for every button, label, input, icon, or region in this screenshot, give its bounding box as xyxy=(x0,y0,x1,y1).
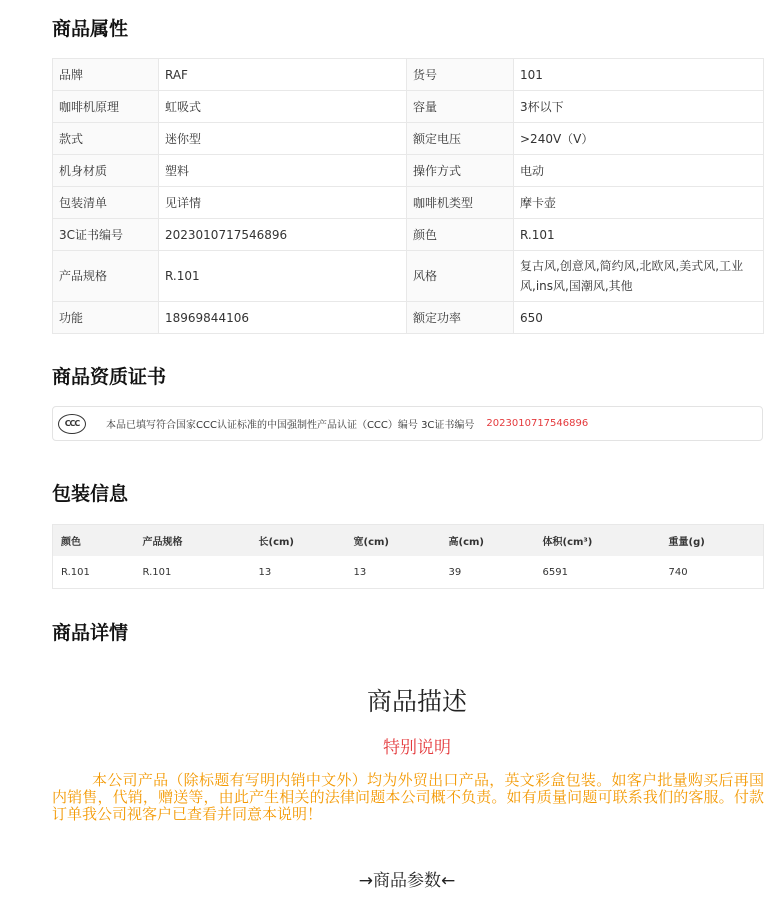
packaging-header: 高(cm) xyxy=(441,525,535,557)
packaging-table xyxy=(52,524,764,589)
attribute-row xyxy=(53,59,764,91)
attribute-value: 电动 xyxy=(514,155,764,187)
attribute-value: R.101 xyxy=(159,251,407,302)
packaging-cell: R.101 xyxy=(135,556,251,589)
attribute-key: 款式 xyxy=(53,123,159,155)
certificate-box xyxy=(52,406,763,441)
attribute-table xyxy=(52,58,764,334)
attribute-key: 操作方式 xyxy=(407,155,514,187)
attribute-value: 2023010717546896 xyxy=(159,219,407,251)
packaging-cell: R.101 xyxy=(53,556,135,589)
packaging-header: 重量(g) xyxy=(661,525,764,557)
attribute-key: 品牌 xyxy=(53,59,159,91)
attribute-key: 咖啡机类型 xyxy=(407,187,514,219)
attribute-value: 18969844106 xyxy=(159,302,407,334)
attribute-value: RAF xyxy=(159,59,407,91)
attribute-row xyxy=(53,91,764,123)
attribute-key: 包装清单 xyxy=(53,187,159,219)
attribute-row xyxy=(53,219,764,251)
section-title-certificate: 商品资质证书 xyxy=(52,366,167,388)
packaging-header: 颜色 xyxy=(53,525,135,557)
attribute-key: 咖啡机原理 xyxy=(53,91,159,123)
attribute-key: 3C证书编号 xyxy=(53,219,159,251)
attribute-value: 复古风,创意风,简约风,北欧风,美式风,工业风,ins风,国潮风,其他 xyxy=(514,251,764,302)
section-title-detail: 商品详情 xyxy=(52,622,129,644)
attribute-value: 虹吸式 xyxy=(159,91,407,123)
attribute-row xyxy=(53,187,764,219)
attribute-value: 摩卡壶 xyxy=(514,187,764,219)
attribute-key: 额定功率 xyxy=(407,302,514,334)
packaging-header: 产品规格 xyxy=(135,525,251,557)
packaging-header: 体积(cm³) xyxy=(535,525,661,557)
attribute-value: 迷你型 xyxy=(159,123,407,155)
attribute-key: 风格 xyxy=(407,251,514,302)
attribute-value: 见详情 xyxy=(159,187,407,219)
attribute-key: 功能 xyxy=(53,302,159,334)
attribute-value: 塑料 xyxy=(159,155,407,187)
ccc-icon: CCC xyxy=(58,414,86,434)
attribute-key: 容量 xyxy=(407,91,514,123)
attribute-key: 产品规格 xyxy=(53,251,159,302)
attribute-key: 颜色 xyxy=(407,219,514,251)
packaging-cell: 39 xyxy=(441,556,535,589)
packaging-cell: 740 xyxy=(661,556,764,589)
attribute-key: 货号 xyxy=(407,59,514,91)
description-title: 商品描述 xyxy=(366,687,467,716)
certificate-number: 2023010717546896 xyxy=(486,418,589,429)
attribute-value: 650 xyxy=(514,302,764,334)
attribute-value: >240V（V） xyxy=(514,123,764,155)
packaging-header: 长(cm) xyxy=(251,525,346,557)
packaging-cell: 13 xyxy=(346,556,441,589)
product-params-title: →商品参数← xyxy=(358,871,456,891)
packaging-row xyxy=(53,556,764,589)
special-notice-text: 本公司产品（除标题有写明内销中文外）均为外贸出口产品，英文彩盒包装。如客户批量购买后再国内销售，代销，赠送等，由此产生相关的法律问题本公司概不负责。如有质量问题可联系我们的客服。付款订单我公司视客户已查看并同意本说明！ xyxy=(52,771,764,823)
attribute-value: 3杯以下 xyxy=(514,91,764,123)
attribute-row xyxy=(53,155,764,187)
section-title-attributes: 商品属性 xyxy=(52,18,129,40)
attribute-row xyxy=(53,251,764,302)
packaging-cell: 6591 xyxy=(535,556,661,589)
packaging-cell: 13 xyxy=(251,556,346,589)
attribute-key: 额定电压 xyxy=(407,123,514,155)
packaging-header: 宽(cm) xyxy=(346,525,441,557)
attribute-key: 机身材质 xyxy=(53,155,159,187)
attribute-value: R.101 xyxy=(514,219,764,251)
certificate-text: 本品已填写符合国家CCC认证标准的中国强制性产品认证（CCC）编号 3C证书编号 xyxy=(106,420,475,431)
special-notice-title: 特别说明 xyxy=(383,738,451,758)
section-title-packaging: 包装信息 xyxy=(52,483,129,505)
attribute-row xyxy=(53,123,764,155)
attribute-row xyxy=(53,302,764,334)
attribute-value: 101 xyxy=(514,59,764,91)
